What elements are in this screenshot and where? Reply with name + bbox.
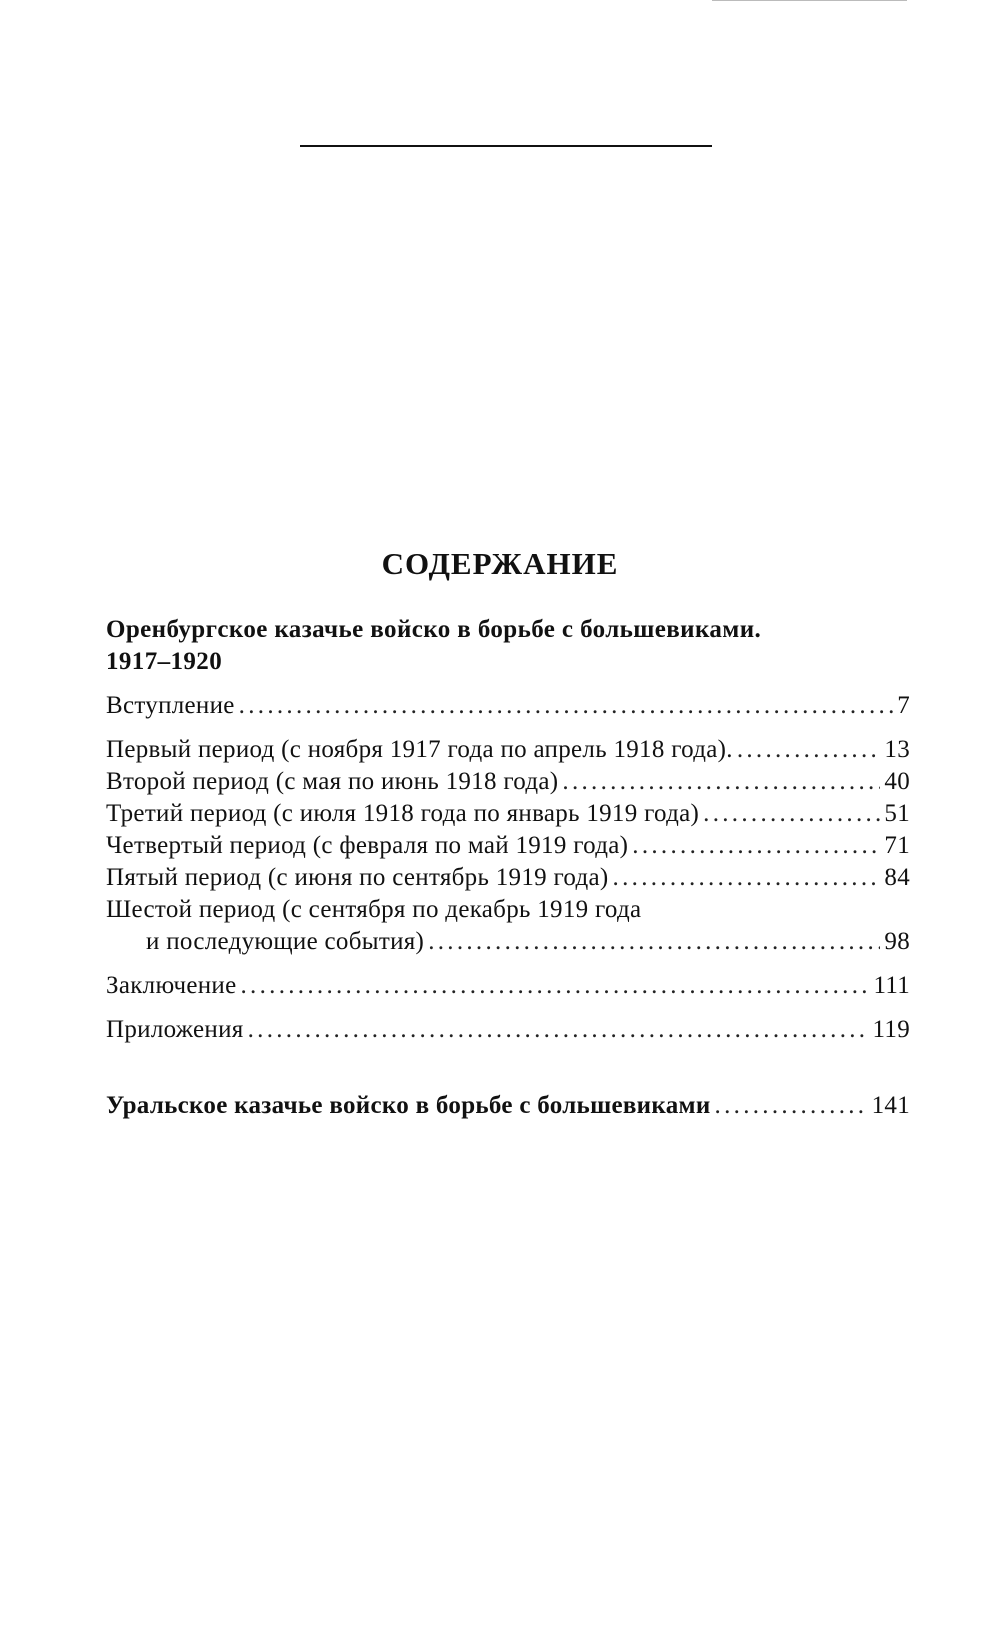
toc-entry-page: 71: [884, 832, 910, 859]
leader-dots: [632, 830, 880, 862]
leader-dots: [562, 766, 880, 798]
toc-entry-label: Пятый период (с июня по сентябрь 1919 года): [106, 864, 609, 891]
toc-entry-intro[interactable]: [106, 690, 910, 722]
scan-edge-mark: [712, 0, 907, 1]
toc-entry-label: Первый период (с ноября 1917 года по апрель 1918 года).: [106, 736, 733, 763]
part1-heading-line2: 1917–1920: [106, 648, 223, 675]
toc-entry-period-6-line2: [106, 926, 910, 958]
toc-entry-label: Заключение: [106, 972, 237, 999]
leader-dots: [248, 1014, 869, 1046]
leader-dots: [239, 690, 894, 722]
toc-entry-label: Третий период (с июля 1918 года по январь 1919 года): [106, 800, 700, 827]
toc-entry-page: 119: [872, 1016, 910, 1043]
part1-heading: [106, 614, 910, 678]
leader-dots: [715, 1090, 868, 1122]
toc-entry-period-3[interactable]: [106, 798, 910, 830]
toc-entry-period-5[interactable]: [106, 862, 910, 894]
leader-dots: [703, 798, 880, 830]
part1-heading-line1: Оренбургское казачье войско в борьбе с большевиками.: [106, 616, 762, 643]
toc-entry-label: Приложения: [106, 1016, 244, 1043]
table-of-contents: [106, 614, 910, 1122]
toc-entry-page: 40: [884, 768, 910, 795]
toc-entry-page: 141: [871, 1092, 910, 1119]
toc-entry-page: 51: [884, 800, 910, 827]
toc-entry-label: Уральское казачье войско в борьбе с большевиками: [106, 1092, 711, 1119]
toc-entry-label: Четвертый период (с февраля по май 1919 года): [106, 832, 629, 859]
top-rule: [300, 145, 712, 147]
toc-entry-label-line2: и последующие события): [146, 928, 425, 955]
toc-entry-period-1[interactable]: [106, 734, 910, 766]
toc-entry-page: 13: [884, 736, 910, 763]
toc-title: СОДЕРЖАНИЕ: [381, 546, 619, 581]
toc-entry-period-6[interactable]: [106, 894, 910, 958]
toc-entry-label-line1: Шестой период (с сентября по декабрь 1919 года: [106, 896, 642, 923]
toc-entry-page: 111: [873, 972, 910, 999]
toc-entry-period-4[interactable]: [106, 830, 910, 862]
toc-entry-part2[interactable]: [106, 1090, 910, 1122]
leader-dots: [428, 926, 880, 958]
toc-entry-label: Второй период (с мая по июнь 1918 года): [106, 768, 559, 795]
toc-entry-label: Вступление: [106, 692, 235, 719]
toc-entry-page: 7: [897, 692, 910, 719]
toc-entry-page: 98: [884, 928, 910, 955]
toc-entry-period-2[interactable]: [106, 766, 910, 798]
leader-dots: [737, 734, 881, 766]
toc-entry-appendix[interactable]: [106, 1014, 910, 1046]
toc-entry-conclusion[interactable]: [106, 970, 910, 1002]
toc-entry-page: 84: [884, 864, 910, 891]
leader-dots: [613, 862, 881, 894]
leader-dots: [241, 970, 870, 1002]
